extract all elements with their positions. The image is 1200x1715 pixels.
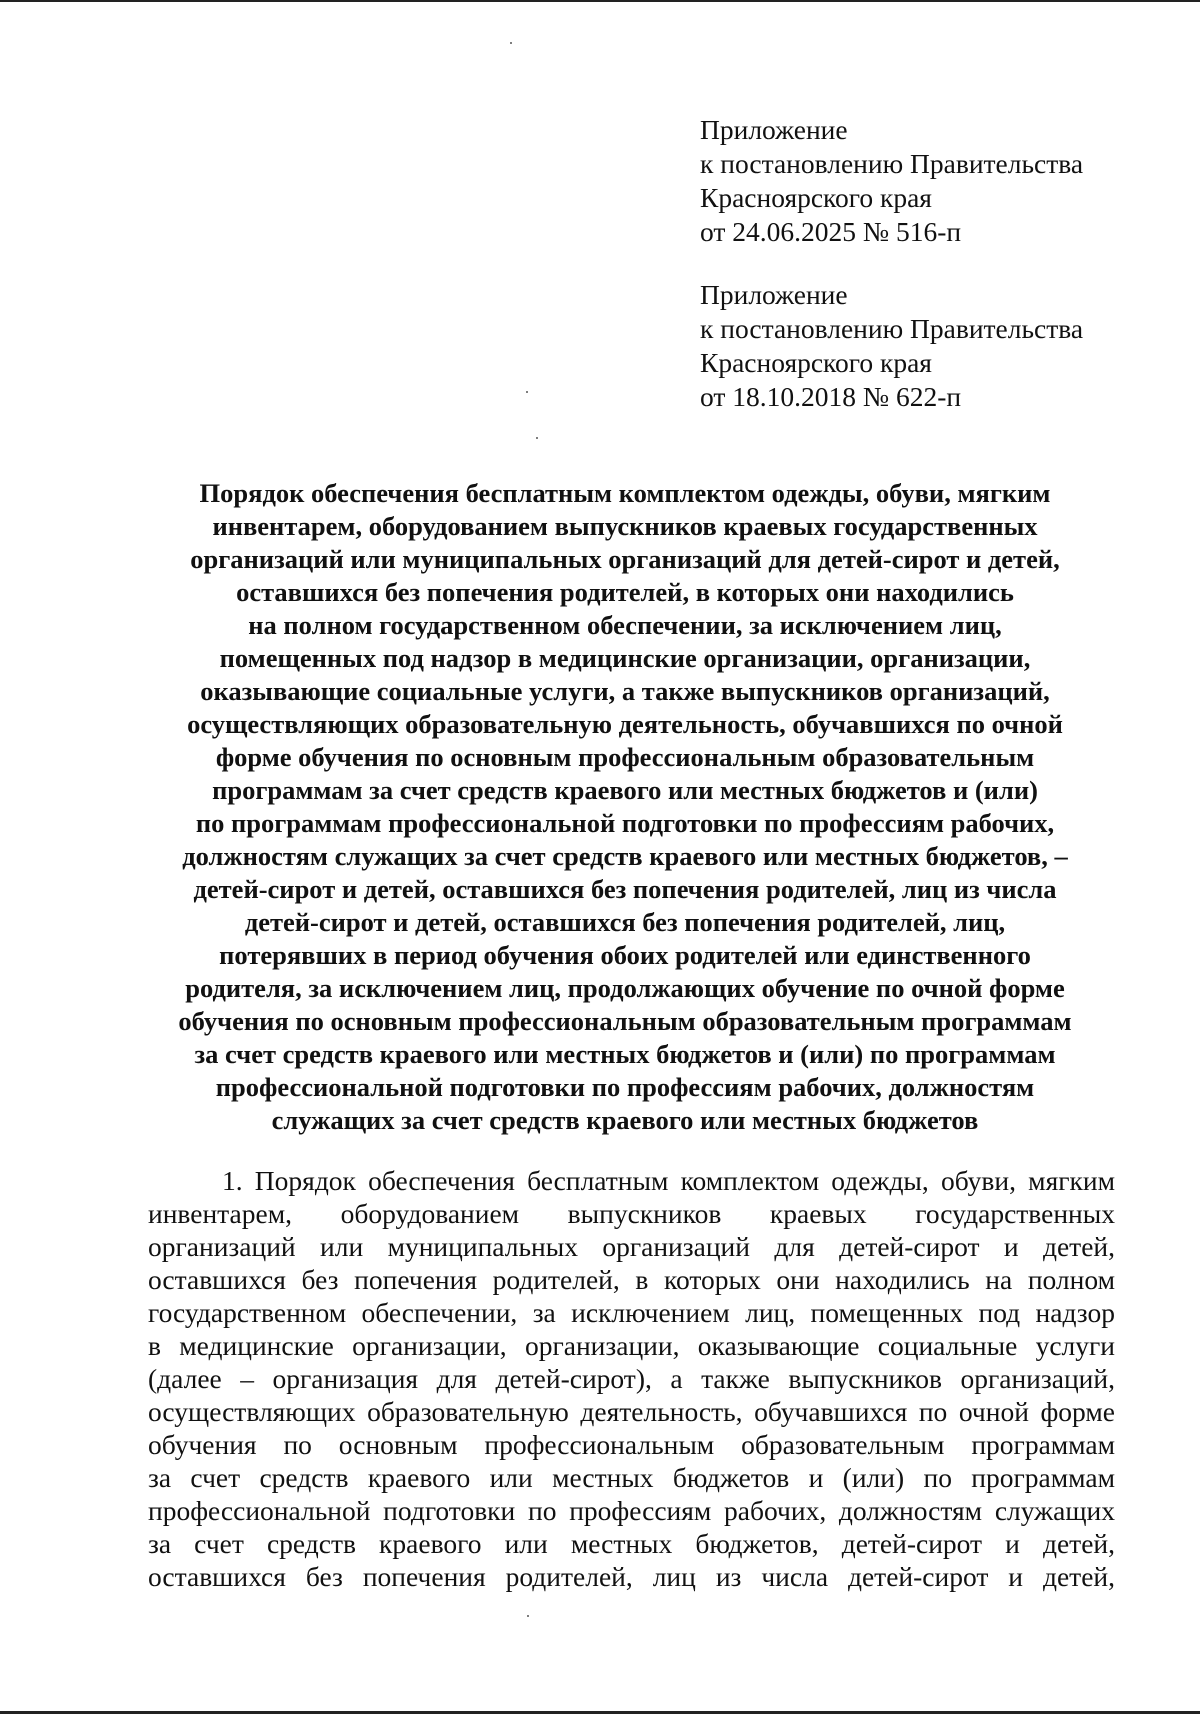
paragraph-line: инвентарем, оборудованием выпускников краевых государственных <box>148 1198 1115 1229</box>
paragraph-line: обучения по основным профессиональным образовательным программам <box>148 1429 1115 1460</box>
scan-edge-top <box>0 0 1200 2</box>
appendix-line: Приложение <box>700 279 848 310</box>
paragraph-line: 1. Порядок обеспечения бесплатным комплектом одежды, обуви, мягким <box>222 1165 1115 1196</box>
title-line: на полном государственном обеспечении, за исключением лиц, <box>248 610 1002 640</box>
scan-edge-bottom <box>0 1711 1200 1714</box>
title-line: детей-сирот и детей, оставшихся без попечения родителей, лиц, <box>244 907 1006 937</box>
appendix-line: Красноярского края <box>700 182 932 213</box>
scan-speck <box>536 437 538 439</box>
title-line: детей-сирот и детей, оставшихся без попечения родителей, лиц из числа <box>193 874 1057 904</box>
title-line: профессиональной подготовки по профессиям рабочих, должностям <box>215 1072 1035 1102</box>
appendix-line: от 18.10.2018 № 622-п <box>700 381 962 412</box>
title-line: по программам профессиональной подготовки по профессиям рабочих, <box>195 808 1055 838</box>
title-line: за счет средств краевого или местных бюджетов и (или) по программам <box>194 1039 1056 1069</box>
paragraph-line: организаций или муниципальных организаций для детей-сирот и детей, <box>148 1231 1115 1262</box>
appendix-block-original <box>700 278 1083 414</box>
title-line: осуществляющих образовательную деятельность, обучавшихся по очной <box>187 709 1063 739</box>
paragraph-line: в медицинские организации, организации, оказывающие социальные услуги <box>148 1330 1115 1361</box>
paragraph-line: (далее – организация для детей-сирот), а также выпускников организаций, <box>148 1363 1115 1394</box>
paragraph-line: за счет средств краевого или местных бюджетов и (или) по программам <box>148 1462 1115 1493</box>
title-line: инвентарем, оборудованием выпускников краевых государственных <box>212 511 1038 541</box>
title-line: обучения по основным профессиональным образовательным программам <box>178 1006 1072 1036</box>
title-line: должностям служащих за счет средств краевого или местных бюджетов, – <box>182 841 1068 871</box>
paragraph-line: профессиональной подготовки по профессиям рабочих, должностям служащих <box>148 1495 1115 1526</box>
title-line: программам за счет средств краевого или местных бюджетов и (или) <box>212 775 1038 805</box>
title-line: форме обучения по основным профессиональным образовательным <box>215 742 1035 772</box>
title-line: Порядок обеспечения бесплатным комплектом одежды, обуви, мягким <box>199 478 1051 508</box>
title-line: потерявших в период обучения обоих родителей или единственного <box>219 940 1031 970</box>
appendix-line: Красноярского края <box>700 347 932 378</box>
title-line: оказывающие социальные услуги, а также выпускников организаций, <box>200 676 1050 706</box>
scan-speck <box>526 391 528 393</box>
title-line: оставшихся без попечения родителей, в которых они находились <box>236 577 1014 607</box>
scan-speck <box>527 1615 529 1617</box>
paragraph-line: оставшихся без попечения родителей, в которых они находились на полном <box>148 1264 1115 1295</box>
scan-speck <box>510 42 512 44</box>
paragraph-line: осуществляющих образовательную деятельность, обучавшихся по очной форме <box>148 1396 1115 1427</box>
document-title <box>140 477 1110 1137</box>
title-line: организаций или муниципальных организаций для детей-сирот и детей, <box>190 544 1060 574</box>
appendix-line: Приложение <box>700 114 848 145</box>
appendix-line: от 24.06.2025 № 516-п <box>700 216 962 247</box>
appendix-block-current <box>700 113 1083 249</box>
appendix-line: к постановлению Правительства <box>700 313 1084 344</box>
appendix-line: к постановлению Правительства <box>700 148 1084 179</box>
paragraph-line: за счет средств краевого или местных бюджетов, детей-сирот и детей, <box>148 1528 1115 1559</box>
paragraph-1 <box>148 1164 1115 1593</box>
paragraph-line: государственном обеспечении, за исключением лиц, помещенных под надзор <box>148 1297 1115 1328</box>
title-line: служащих за счет средств краевого или местных бюджетов <box>271 1105 979 1135</box>
title-line: родителя, за исключением лиц, продолжающих обучение по очной форме <box>185 973 1065 1003</box>
paragraph-line: оставшихся без попечения родителей, лиц из числа детей-сирот и детей, <box>148 1561 1115 1592</box>
title-line: помещенных под надзор в медицинские организации, организации, <box>219 643 1031 673</box>
